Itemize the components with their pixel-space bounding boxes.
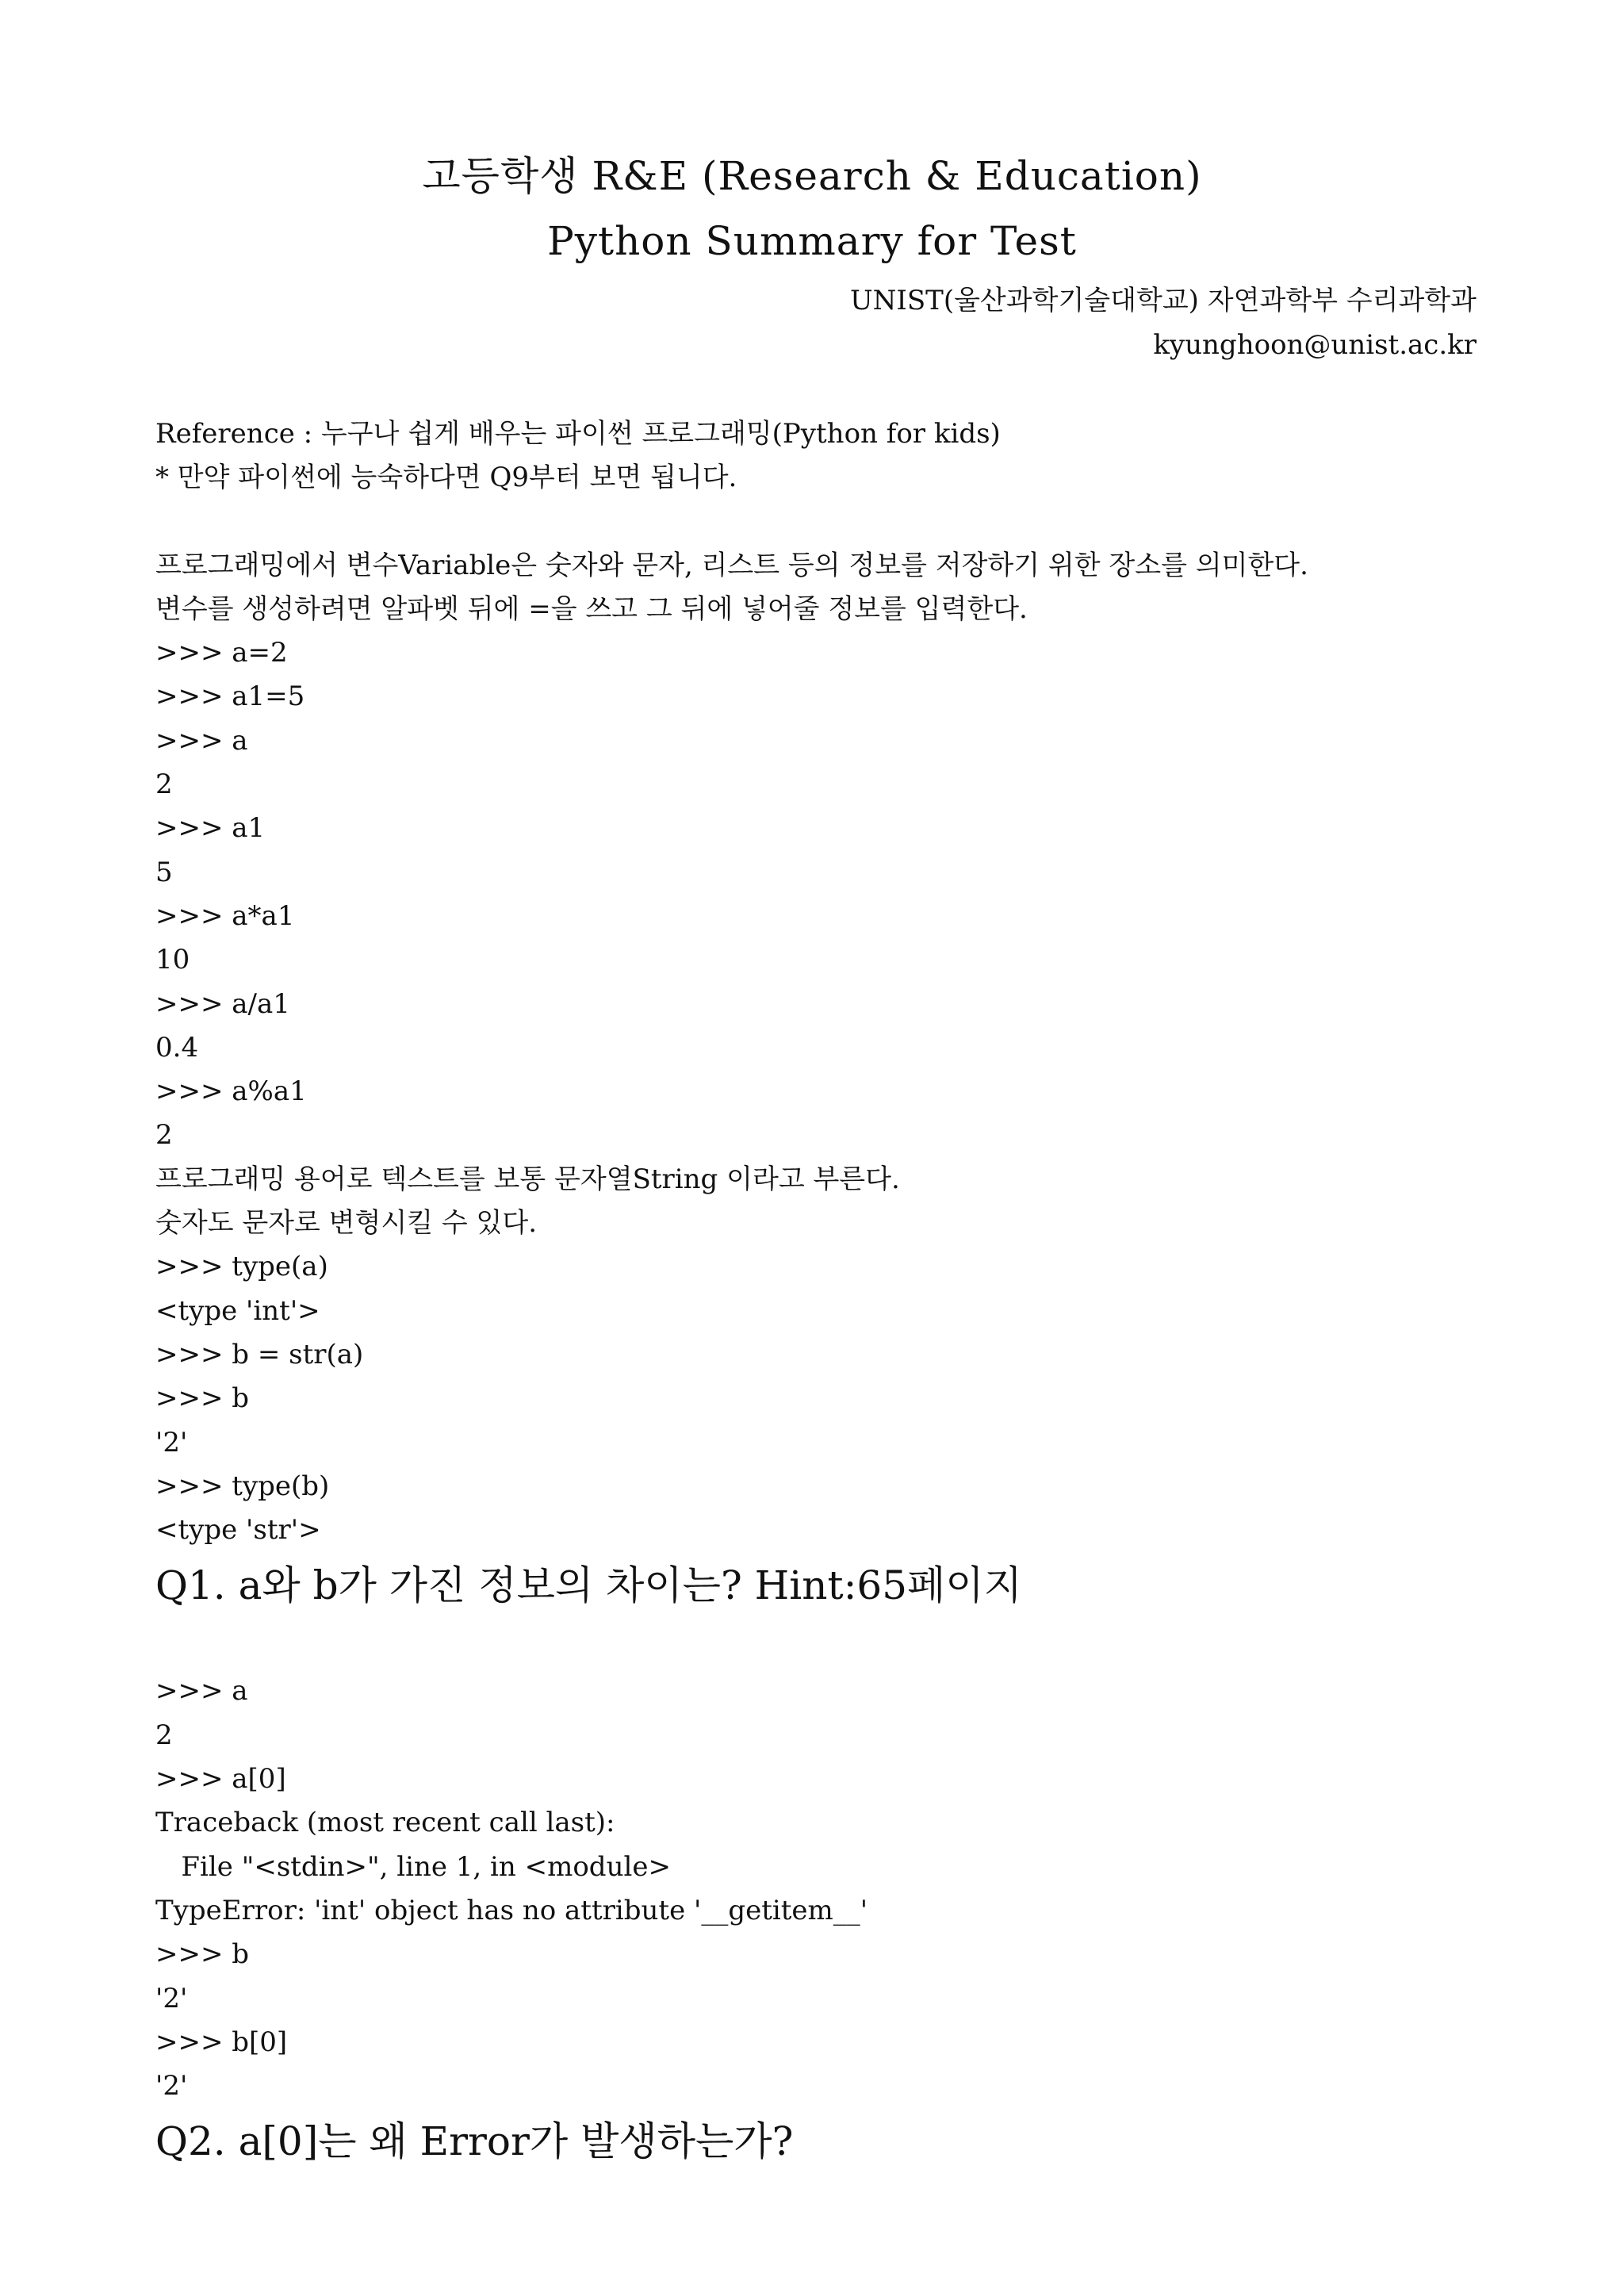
section-1	[155, 544, 1488, 1619]
text-line: 숫자도 문자로 변형시킬 수 있다.	[155, 1207, 538, 1240]
code-output: '2'	[155, 1426, 188, 1458]
code-line: >>> b	[155, 1382, 250, 1415]
question-q2: Q2. a[0]는 왜 Error가 발생하는가?	[155, 2118, 794, 2165]
author-affiliation: UNIST(울산과학기술대학교) 자연과학부 수리과학과	[850, 285, 1477, 316]
code-output: 0.4	[155, 1031, 199, 1064]
code-output: <type 'int'>	[155, 1294, 320, 1327]
text-line: 프로그래밍 용어로 텍스트를 보통 문자열String 이라고 부른다.	[155, 1163, 900, 1195]
traceback-line: Traceback (most recent call last):	[155, 1807, 615, 1839]
code-output: 10	[155, 944, 190, 976]
text-line: 변수를 생성하려면 알파벳 뒤에 =을 쓰고 그 뒤에 넣어줄 정보를 입력한다.	[155, 592, 1028, 625]
traceback-line: File "<stdin>", line 1, in <module>	[155, 1850, 671, 1883]
text-line: 프로그래밍에서 변수Variable은 숫자와 문자, 리스트 등의 정보를 저장하기 위한 장소를 의미한다.	[155, 549, 1308, 581]
section-2	[155, 1669, 1488, 2175]
code-output: 2	[155, 1719, 173, 1751]
blank-spacer	[155, 1619, 1488, 1669]
code-output: 2	[155, 769, 173, 801]
code-line: >>> a[0]	[155, 1763, 286, 1796]
code-line: >>> a	[155, 1675, 248, 1708]
code-line: >>> a1	[155, 812, 266, 845]
blank-spacer	[155, 500, 1488, 544]
code-line: >>> a*a1	[155, 899, 295, 932]
code-output: '2'	[155, 2070, 188, 2102]
code-line: >>> b	[155, 1938, 250, 1971]
author-email: kyunghoon@unist.ac.kr	[1153, 329, 1477, 361]
code-line: >>> a=2	[155, 637, 288, 669]
code-output: 5	[155, 856, 173, 888]
code-output: 2	[155, 1119, 173, 1152]
code-line: >>> a%a1	[155, 1075, 307, 1108]
code-line: >>> a1=5	[155, 680, 305, 713]
code-line: >>> a/a1	[155, 987, 290, 1020]
note-line: * 만약 파이썬에 능숙하다면 Q9부터 보면 됩니다.	[155, 462, 737, 494]
error-line: TypeError: 'int' object has no attribute '__getitem__'	[155, 1894, 868, 1926]
document-subtitle: Python Summary for Test	[547, 218, 1077, 264]
code-line: >>> b = str(a)	[155, 1338, 364, 1370]
code-line: >>> type(a)	[155, 1251, 328, 1283]
document-body	[155, 412, 1488, 2175]
code-line: >>> type(b)	[155, 1470, 330, 1502]
code-output: <type 'str'>	[155, 1514, 321, 1547]
code-line: >>> a	[155, 724, 248, 757]
document-title: 고등학생 R&E (Research & Education)	[422, 153, 1202, 199]
question-q1: Q1. a와 b가 가진 정보의 차이는? Hint:65페이지	[155, 1562, 1022, 1609]
reference-line: Reference : 누구나 쉽게 배우는 파이썬 프로그래밍(Python for kids)	[155, 418, 1001, 450]
code-output: '2'	[155, 1982, 188, 2014]
code-line: >>> b[0]	[155, 2026, 288, 2058]
